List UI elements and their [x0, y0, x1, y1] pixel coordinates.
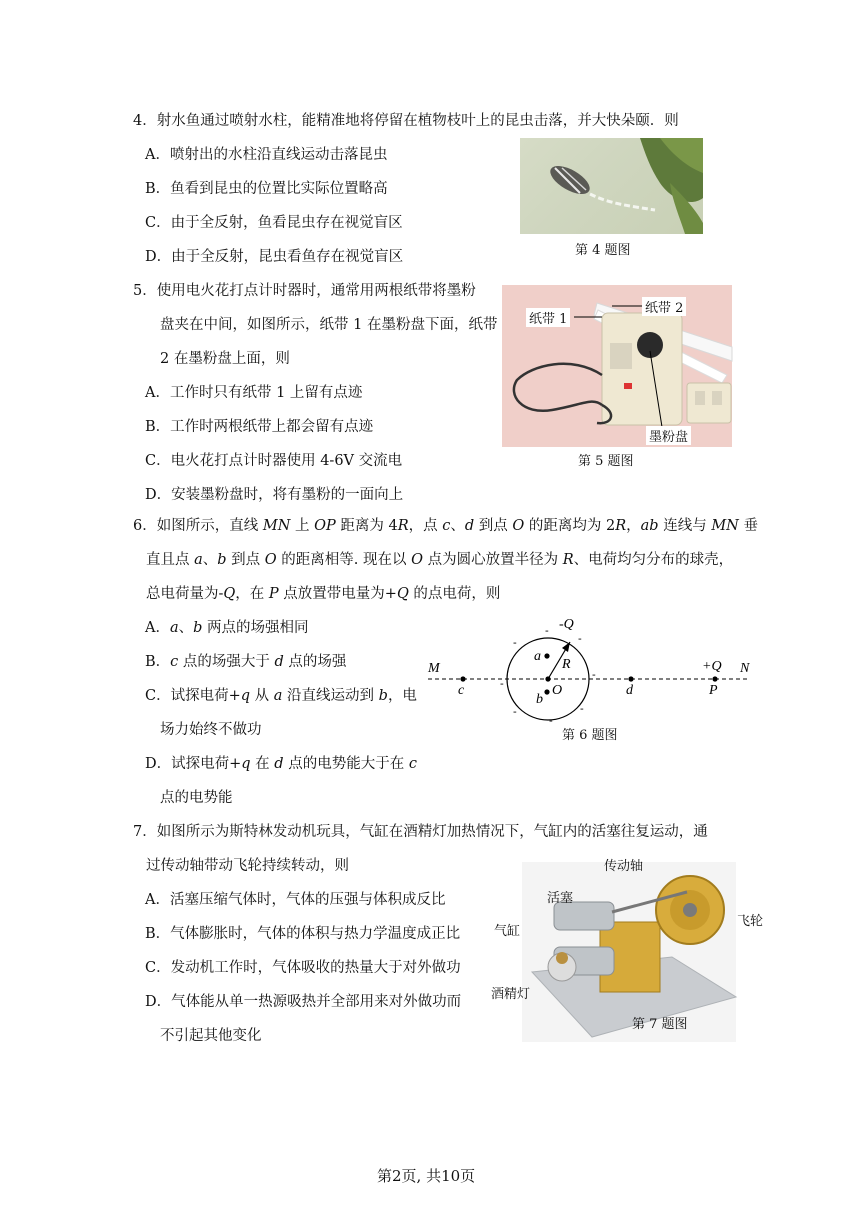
tape-1-label: 纸带 1	[526, 308, 570, 327]
minus-sign: -	[549, 714, 553, 727]
minus-sign: -	[513, 705, 517, 718]
q6-stem-line-1: 6．如图所示，直线 MN 上 OP 距离为 4R，点 c、d 到点 O 的距离均为 2R，ab 连线与 MN 垂	[133, 518, 758, 534]
page-footer: 第2页, 共10页	[377, 1167, 476, 1185]
q6-stem-line-2: 直且点 a、b 到点 O 的距离相等. 现在以 O 点为圆心放置半径为 R、电荷均匀分布的球壳，	[146, 552, 734, 568]
q7-option-c: C．发动机工作时，气体吸收的热量大于对外做功	[145, 960, 461, 976]
minus-sign: -	[592, 668, 596, 681]
q7-option-a: A．活塞压缩气体时，气体的压强与体积成反比	[145, 892, 446, 908]
tape-2-label: 纸带 2	[642, 297, 686, 316]
alcohol-lamp-label: 酒精灯	[491, 987, 531, 1002]
q6-option-d-cont: 点的电势能	[160, 790, 233, 806]
point-a	[544, 653, 549, 658]
q5-option-a: A．工作时只有纸带 1 上留有点迹	[145, 385, 363, 401]
spark-timer-photo	[502, 285, 732, 447]
label-o: O	[552, 683, 563, 698]
label-pos-q: +Q	[702, 659, 722, 674]
q6-option-b: B．c 点的场强大于 d 点的场强	[145, 654, 347, 670]
point-c	[460, 676, 465, 681]
flywheel-label: 飞轮	[737, 914, 764, 929]
q7-option-b: B．气体膨胀时，气体的体积与热力学温度成正比	[145, 926, 461, 942]
drive-shaft-label: 传动轴	[604, 859, 644, 874]
q4-option-b: B．鱼看到昆虫的位置比实际位置略高	[145, 181, 388, 197]
minus-sign: -	[545, 624, 549, 637]
q4-stem: 4．射水鱼通过喷射水柱，能精准地将停留在植物枝叶上的昆虫击落，并大快朵颐．则	[133, 113, 679, 129]
point-d	[628, 676, 633, 681]
point-o	[545, 676, 550, 681]
archerfish-photo	[520, 138, 703, 234]
q5-option-b: B．工作时两根纸带上都会留有点迹	[145, 419, 374, 435]
q7-stem-line-1: 7．如图所示为斯特林发动机玩具，气缸在酒精灯加热情况下，气缸内的活塞往复运动，通	[133, 824, 708, 840]
minus-sign: -	[500, 677, 504, 690]
label-r: R	[562, 657, 571, 672]
q7-figure-caption: 第 7 题图	[632, 1017, 688, 1032]
q4-option-a: A．喷射出的水柱沿直线运动击落昆虫	[145, 147, 388, 163]
q5-figure-caption: 第 5 题图	[578, 454, 634, 469]
minus-sign: -	[578, 632, 582, 645]
q5-stem-line-2: 盘夹在中间，如图所示，纸带 1 在墨粉盘下面，纸带	[160, 317, 498, 333]
q7-option-d-cont: 不引起其他变化	[160, 1028, 262, 1044]
stirling-engine-photo	[491, 859, 736, 1042]
q6-stem-line-3: 总电荷量为-Q，在 P 点放置带电量为+Q 的点电荷，则	[146, 586, 501, 602]
label-neg-q: -Q	[559, 617, 574, 632]
q6-figure	[420, 612, 760, 732]
minus-sign: -	[513, 636, 517, 649]
label-a: a	[534, 649, 541, 664]
radius-arrowhead	[562, 642, 570, 652]
q5-stem-line-1: 5．使用电火花打点计时器时，通常用两根纸带将墨粉	[133, 283, 476, 299]
piston-label: 活塞	[547, 891, 574, 906]
cylinder-label: 气缸	[494, 924, 521, 939]
label-n: N	[740, 661, 750, 676]
q4-option-c: C．由于全反射，鱼看昆虫存在视觉盲区	[145, 215, 403, 231]
label-m: M	[428, 661, 440, 676]
q6-option-c: C．试探电荷+q 从 a 沿直线运动到 b，电	[145, 688, 417, 704]
q7-stem-line-2: 过传动轴带动飞轮持续转动，则	[146, 858, 349, 874]
q7-option-d: D．气体能从单一热源吸热并全部用来对外做功而	[145, 994, 462, 1010]
q6-option-c-cont: 场力始终不做功	[160, 722, 262, 738]
q5-option-d: D．安装墨粉盘时，将有墨粉的一面向上	[145, 487, 404, 503]
q4-option-d: D．由于全反射，昆虫看鱼存在视觉盲区	[145, 249, 404, 265]
label-d: d	[626, 683, 633, 698]
q6-option-a: A．a、b 两点的场强相同	[145, 620, 309, 636]
label-c: c	[458, 683, 465, 698]
point-b	[544, 689, 549, 694]
label-p: P	[709, 683, 718, 698]
q5-option-c: C．电火花打点计时器使用 4-6V 交流电	[145, 453, 403, 469]
toner-disk-label: 墨粉盘	[646, 426, 691, 445]
q5-stem-line-3: 2 在墨粉盘上面，则	[160, 351, 290, 367]
minus-sign: -	[580, 702, 584, 715]
label-b: b	[536, 692, 543, 707]
point-p	[712, 676, 717, 681]
q6-figure-caption: 第 6 题图	[562, 728, 618, 743]
q6-option-d: D．试探电荷+q 在 d 点的电势能大于在 c	[145, 756, 417, 772]
q4-figure-caption: 第 4 题图	[575, 243, 631, 258]
